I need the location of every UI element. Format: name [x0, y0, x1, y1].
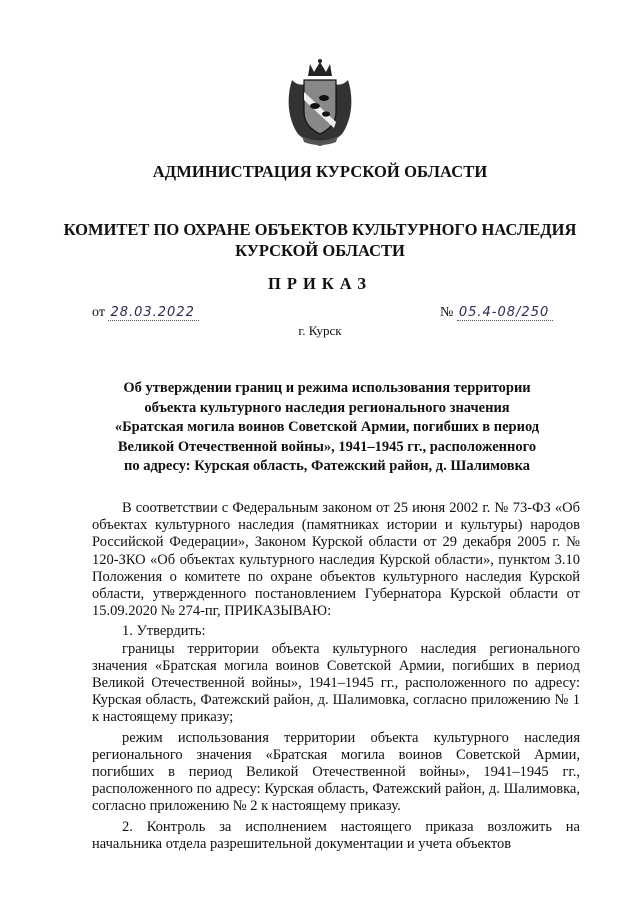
body-paragraph-preamble: В соответствии с Федеральным законом от 25 июня 2002 г. № 73-ФЗ «Об объектах культурного наследия (памятниках истории и культуры) народов Российской Федерации», Законом Курской области от 29 декабря 2005 г. № 120-ЗКО «Об объектах культурного наследия Курской области», пунктом 3.10 Положения о комитете по охране объектов культурного наследия Курской области, утвержденного постановлением Губернатора Курской области от 15.09.2020 № 274-пг, ПРИКАЗЫВАЮ: [92, 500, 580, 620]
subject-line: объекта культурного наследия регионального значения [144, 399, 510, 416]
order-date [92, 305, 199, 321]
body-paragraph-regime: режим использования территории объекта культурного наследия регионального значения «Братская могила воинов Советской Армии, погибших в период Великой Отечественной войны», 1941–1945 гг., расположенного по адресу: Курская область, Фатежский район, д. Шалимовка, согласно приложению № 2 к настоящему приказу. [92, 729, 580, 815]
date-handwritten: 28.03.2022 [108, 305, 198, 321]
subject-line: Об утверждении границ и режима использования территории [123, 380, 531, 396]
body-paragraph-item1: 1. Утвердить: [122, 623, 206, 640]
coat-of-arms-icon [284, 58, 356, 148]
order-subject [92, 379, 562, 477]
order-number [440, 305, 553, 321]
committee-title-line1: КОМИТЕТ ПО ОХРАНЕ ОБЪЕКТОВ КУЛЬТУРНОГО НАСЛЕДИЯ [63, 220, 577, 239]
document-type: ПРИКАЗ [268, 274, 372, 293]
order-body [92, 500, 580, 856]
subject-line: Великой Отечественной войны», 1941–1945 гг., расположенного [117, 438, 537, 455]
subject-line: по адресу: Курская область, Фатежский район, д. Шалимовка [124, 458, 530, 475]
committee-title-line2: КУРСКОЙ ОБЛАСТИ [235, 241, 405, 260]
number-handwritten: 05.4-08/250 [457, 305, 553, 321]
committee-title [0, 219, 640, 261]
date-prefix: от [92, 305, 105, 320]
body-paragraph-item2: 2. Контроль за исполнением настоящего приказа возложить на начальника отдела разрешительной документации и учета объектов [92, 818, 580, 852]
number-prefix: № [440, 305, 454, 320]
body-paragraph-boundaries: границы территории объекта культурного наследия регионального значения «Братская могила воинов Советской Армии, погибших в период Великой Отечественной войны», 1941–1945 гг., расположенного по адресу: Курская область, Фатежский район, д. Шалимовка, согласно приложению № 1 к настоящему приказу; [92, 640, 580, 726]
city: г. Курск [298, 323, 342, 338]
subject-line: «Братская могила воинов Советской Армии, погибших в период [114, 419, 540, 436]
organization-title: АДМИНИСТРАЦИЯ КУРСКОЙ ОБЛАСТИ [152, 162, 488, 181]
